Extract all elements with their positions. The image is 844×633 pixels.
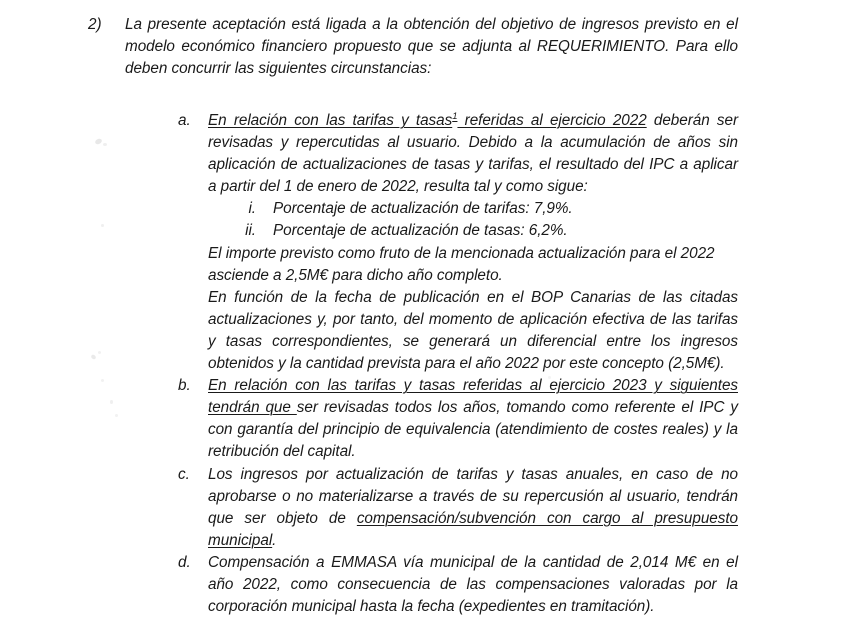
list-item-b bbox=[178, 375, 738, 463]
list-item-a-paragraph-1 bbox=[208, 110, 738, 198]
list-item-d-body: Compensación a EMMASA vía municipal de la cantidad de 2,014 M€ en el año 2022, como consecuencia de las compensaciones valoradas por la corporación municipal hasta la fecha (expedientes en tramitación). bbox=[208, 553, 738, 616]
roman-item-i-text: Porcentaje de actualización de tarifas: 7,9%. bbox=[273, 200, 573, 218]
footnote-ref-1: 1 bbox=[452, 110, 458, 122]
list-item-a bbox=[178, 110, 738, 375]
list-item-b-body bbox=[208, 375, 738, 463]
scan-speckle bbox=[98, 351, 101, 354]
list-item-d-marker: d. bbox=[178, 553, 191, 571]
list-item-c bbox=[178, 464, 738, 552]
scan-speckle bbox=[94, 138, 102, 145]
clause-2 bbox=[88, 14, 738, 80]
scan-speckle bbox=[115, 414, 118, 417]
scan-speckle bbox=[90, 354, 96, 360]
list-item-a-underlined-tail: referidas al ejercicio 2022 bbox=[457, 112, 647, 129]
list-item-a-rest: deberán ser revisadas y repercutidas al usuario. Debido a la acumulación de años sin aplicación de actualizaciones de tasas y tarifas, el resultado del IPC a aplicar a partir del 1 de enero de 2022, resulta tal y como sigue: bbox=[208, 112, 738, 196]
clause-2-text-tail: . Para ello deben concurrir las siguientes circunstancias: bbox=[125, 38, 739, 78]
roman-item-i bbox=[208, 198, 738, 220]
list-item-b-marker: b. bbox=[178, 377, 191, 395]
list-item-c-underlined: compensación/subvención con cargo al presupuesto municipal bbox=[208, 509, 738, 549]
roman-item-ii-marker: ii. bbox=[245, 222, 256, 240]
roman-item-ii bbox=[208, 220, 738, 242]
list-item-b-rest: ser revisadas todos los años, tomando como referente el IPC y con garantía del principio de equivalencia (atendimiento de costes reales) y la retribución del capital. bbox=[208, 399, 738, 461]
list-item-a-body bbox=[208, 110, 738, 375]
clause-2-marker: 2) bbox=[88, 16, 102, 33]
scan-speckle bbox=[110, 400, 113, 404]
roman-sublist bbox=[208, 198, 738, 242]
list-item-a-paragraph-2: El importe previsto como fruto de la mencionada actualización para el 2022 asciende a 2,5M€ para dicho año completo. bbox=[208, 244, 715, 284]
lettered-list bbox=[178, 110, 738, 618]
list-item-c-body bbox=[208, 464, 738, 552]
list-item-c-tail: . bbox=[272, 531, 277, 549]
list-item-c-lead: Los ingresos por actualización de tarifas y tasas anuales, en caso de no aprobarse o no materializarse a través de su repercusión al usuario, tendrán que ser objeto de bbox=[208, 465, 738, 527]
scan-speckle bbox=[101, 224, 104, 227]
list-item-a-marker: a. bbox=[178, 112, 191, 129]
list-item-d bbox=[178, 552, 738, 618]
roman-item-ii-text: Porcentaje de actualización de tasas: 6,2%. bbox=[273, 222, 568, 240]
list-item-c-marker: c. bbox=[178, 465, 190, 483]
scan-speckle bbox=[101, 379, 104, 382]
scan-speckle bbox=[103, 143, 107, 146]
clause-2-requerimiento: REQUERIMIENTO bbox=[536, 38, 666, 56]
list-item-a-underlined-lead: En relación con las tarifas y tasas bbox=[208, 112, 453, 129]
clause-2-body bbox=[125, 14, 738, 80]
clause-2-text-lead: La presente aceptación está ligada a la obtención del objetivo de ingresos previsto en el modelo económico financiero propuesto que se adjunta al bbox=[125, 16, 738, 56]
list-item-b-underlined: En relación con las tarifas y tasas referidas al ejercicio 2023 y siguientes tendrán que bbox=[208, 377, 738, 417]
roman-item-i-marker: i. bbox=[248, 200, 256, 218]
list-item-a-paragraph-3: En función de la fecha de publicación en el BOP Canarias de las citadas actualizaciones y, por tanto, del momento de aplicación efectiva de las tarifas y tasas correspondientes, se generará un diferencial entre los ingresos obtenidos y la cantidad prevista para el año 2022 por este concepto (2,5M€). bbox=[208, 288, 738, 373]
